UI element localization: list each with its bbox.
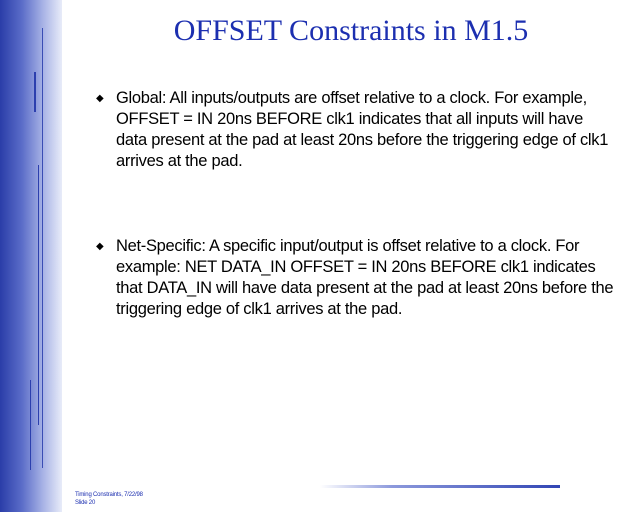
sidebar-gradient xyxy=(0,0,62,512)
bullet-item-net-specific xyxy=(96,236,616,320)
sidebar-accent-line xyxy=(30,380,31,470)
diamond-bullet-icon: ◆ xyxy=(96,241,104,252)
diamond-bullet-icon: ◆ xyxy=(96,93,104,104)
footer-course-label: Timing Constraints, 7/22/98 xyxy=(75,492,143,498)
sidebar-accent-line xyxy=(34,72,36,112)
slide-footer xyxy=(75,491,143,507)
footer-slide-number: Slide 20 xyxy=(75,500,96,506)
sidebar-accent-line xyxy=(42,28,43,468)
bullet-text: Net-Specific: A specific input/output is offset relative to a clock. For example: NET DATA_IN OFFSET = IN 20ns BEFORE clk1 indicates that DATA_IN will have data present at the pad at least 20ns before the triggering edge of clk1 arrives at the pad. xyxy=(116,237,614,318)
bullet-text: Global: All inputs/outputs are offset relative to a clock. For example, OFFSET = IN 20ns BEFORE clk1 indicates that all inputs will have data present at the pad at least 20ns before the triggering edge of clk1 arrives at the pad. xyxy=(116,89,609,170)
slide-title: OFFSET Constraints in M1.5 xyxy=(173,14,529,47)
bullet-item-global xyxy=(96,88,616,172)
sidebar-accent-line xyxy=(38,165,39,425)
footer-divider xyxy=(320,485,560,488)
